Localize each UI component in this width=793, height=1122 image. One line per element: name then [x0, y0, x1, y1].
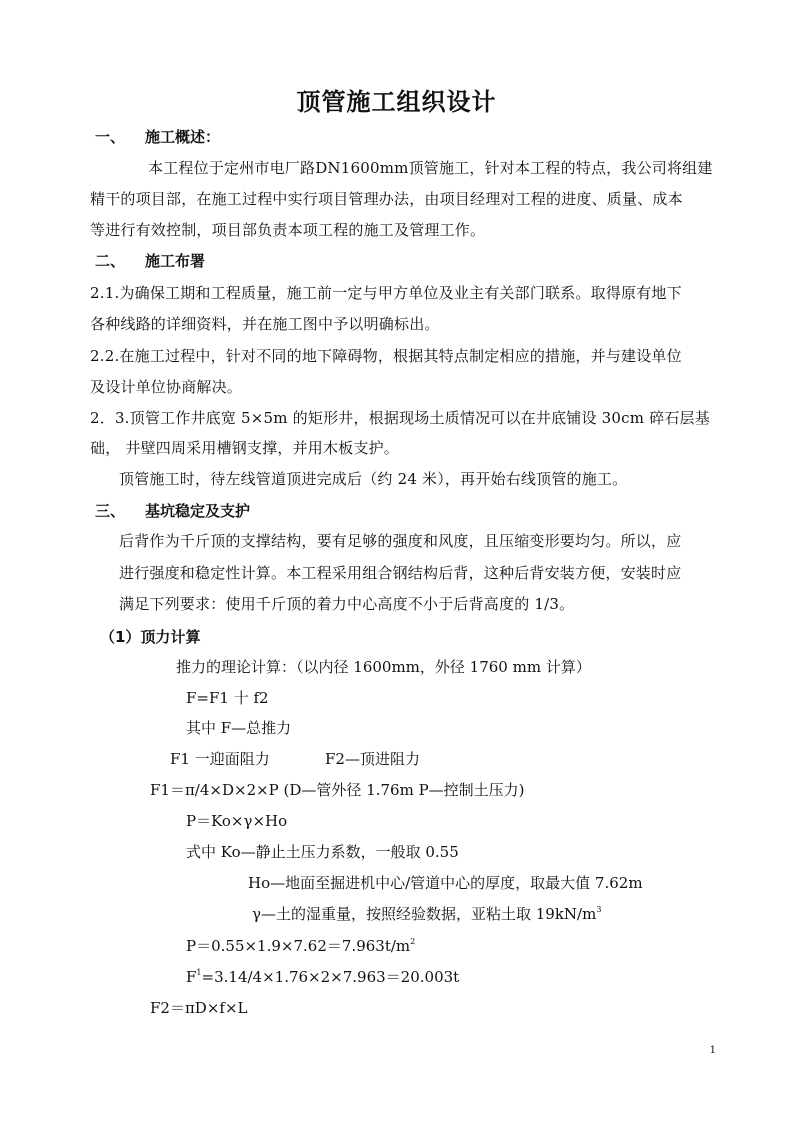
- formula-line-11-superscript: 1: [196, 968, 202, 977]
- formula-line-12: F2＝πD×f×L: [150, 999, 248, 1017]
- section-1-line-1: 本工程位于定州市电厂路DN1600mm顶管施工，针对本工程的特点，我公司将组建: [148, 159, 713, 177]
- section-3-number: 三、: [95, 502, 126, 520]
- formula-line-5: F1＝π/4×D×2×P (D—管外径 1.76m P—控制土压力): [150, 781, 525, 799]
- formula-line-11-text: =3.14/4×1.76×2×7.963＝20.003t: [201, 968, 460, 986]
- section-2-line-2: 各种线路的详细资料，并在施工图中予以明确标出。: [90, 315, 440, 333]
- section-2-line-1: 2.1.为确保工期和工程质量，施工前一定与甲方单位及业主有关部门联系。取得原有地下: [90, 284, 682, 302]
- section-2-line-6: 础， 井壁四周采用槽钢支撑，并用木板支护。: [90, 439, 399, 457]
- formula-line-3: 其中 F—总推力: [186, 719, 292, 737]
- formula-line-4b: F2—顶进阻力: [325, 750, 420, 768]
- subsection-heading: （1）顶力计算: [100, 628, 201, 646]
- formula-line-9-superscript: 3: [596, 905, 602, 914]
- formula-line-11-f: F: [186, 968, 197, 986]
- formula-line-4a: F1 一迎面阻力: [170, 750, 270, 768]
- formula-line-2: F=F1 十 f2: [186, 689, 269, 707]
- formula-line-1: 推力的理论计算：（以内径 1600mm，外径 1760 mm 计算）: [176, 658, 591, 676]
- section-3-line-1: 后背作为千斤顶的支撑结构，要有足够的强度和风度，且压缩变形要均匀。所以，应: [119, 532, 682, 550]
- formula-line-6: P＝Ko×γ×Ho: [186, 812, 288, 830]
- section-2-line-3: 2.2.在施工过程中，针对不同的地下障碍物，根据其特点制定相应的措施，并与建设单位: [90, 347, 682, 365]
- formula-line-10: [186, 935, 415, 956]
- section-3-heading: 基坑稳定及支护: [145, 502, 251, 520]
- page-title: 顶管施工组织设计: [296, 88, 497, 116]
- section-1-heading: 施工概述：: [145, 128, 221, 146]
- section-1-line-3: 等进行有效控制，项目部负责本项工程的施工及管理工作。: [90, 221, 486, 239]
- section-2-line-5: 2．3.顶管工作井底宽 5×5m 的矩形井，根据现场土质情况可以在井底铺设 30cm 碎石层基: [90, 409, 710, 427]
- formula-line-11: [186, 966, 459, 987]
- formula-line-7: 式中 Ko—静止土压力系数，一般取 0.55: [186, 843, 459, 861]
- section-2-heading: 施工布署: [145, 252, 206, 270]
- section-1-line-2: 精干的项目部，在施工过程中实行项目管理办法，由项目经理对工程的进度、质量、成本: [90, 190, 683, 208]
- formula-line-10-superscript: 2: [410, 937, 416, 946]
- formula-line-9: [252, 903, 601, 924]
- section-3-line-2: 进行强度和稳定性计算。本工程采用组合钢结构后背，这种后背安装方便，安装时应: [119, 564, 682, 582]
- section-2-number: 二、: [95, 252, 126, 270]
- formula-line-9-text: γ—土的湿重量，按照经验数据，亚粘土取 19kN/m: [252, 905, 597, 923]
- formula-line-10-text: P＝0.55×1.9×7.62＝7.963t/m: [186, 937, 411, 955]
- page-number: 1: [709, 1045, 716, 1056]
- formula-line-8: Ho—地面至掘进机中心/管道中心的厚度，取最大值 7.62m: [248, 874, 643, 892]
- section-3-line-3: 满足下列要求：使用千斤顶的着力中心高度不小于后背高度的 1/3。: [119, 595, 575, 613]
- section-1-number: 一、: [95, 128, 126, 146]
- section-2-line-4: 及设计单位协商解决。: [90, 378, 243, 396]
- section-2-line-7: 顶管施工时，待左线管道顶进完成后（约 24 米），再开始右线顶管的施工。: [119, 470, 628, 488]
